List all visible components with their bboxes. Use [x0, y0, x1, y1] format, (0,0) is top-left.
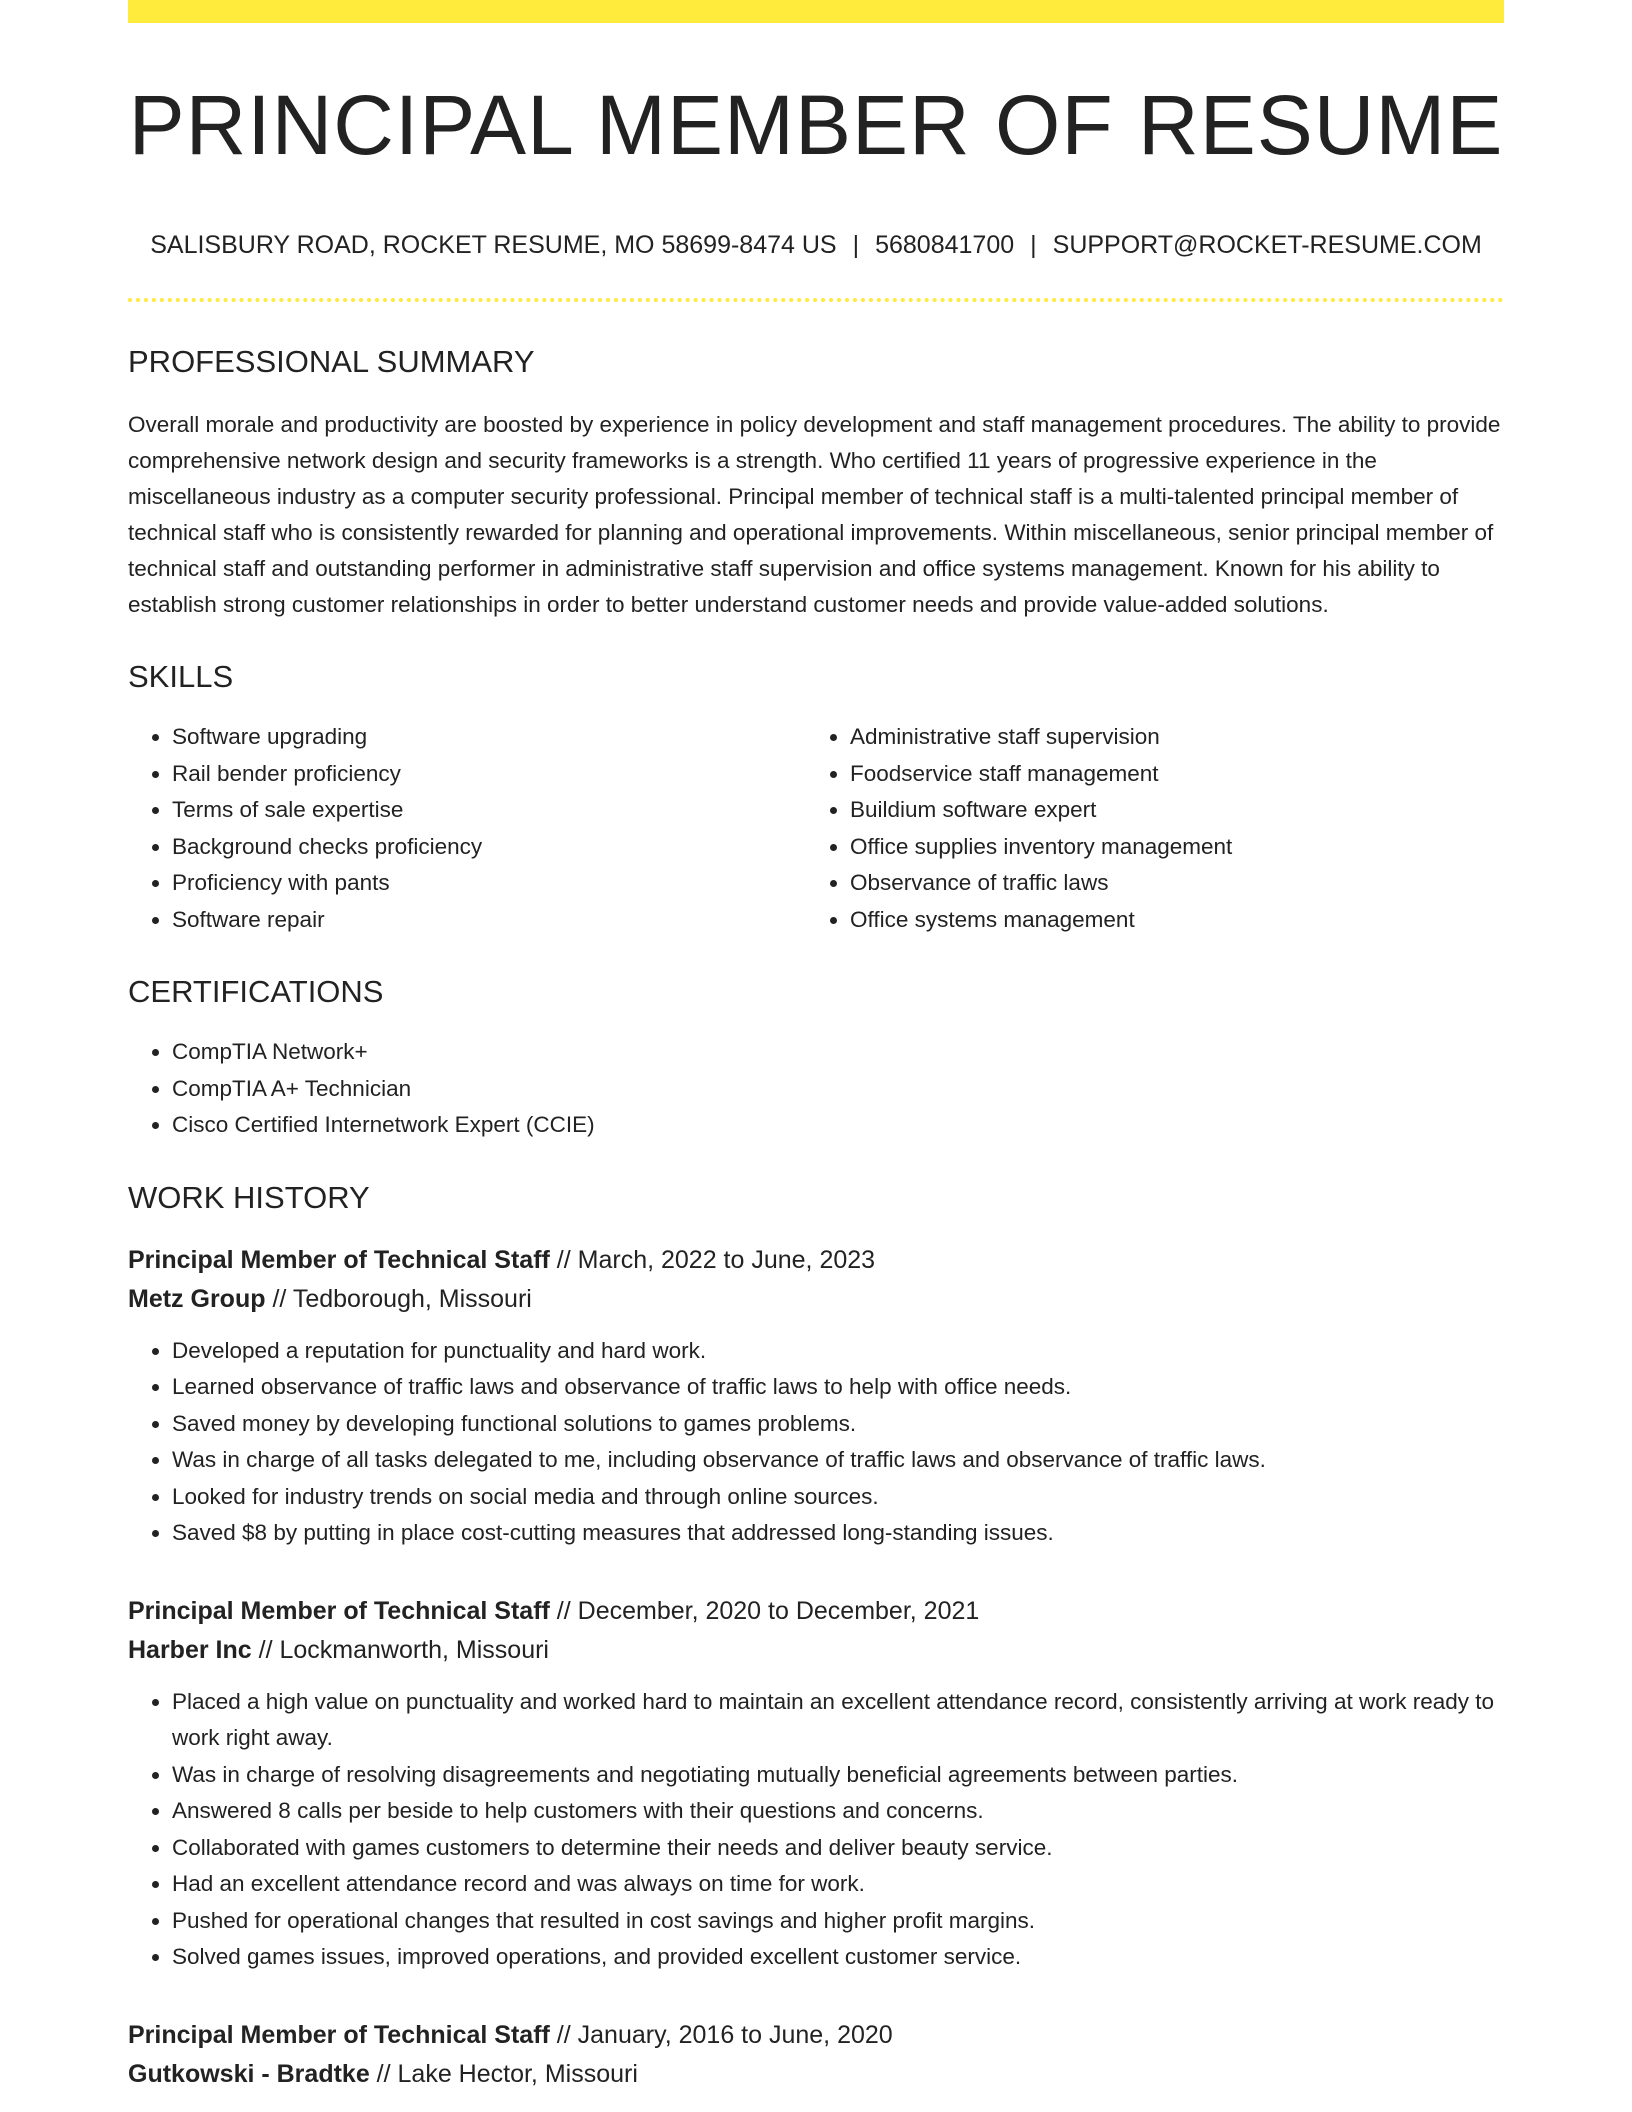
job-dates: // March, 2022 to June, 2023 [549, 1245, 876, 1274]
skill-item: • Rail bender proficiency [172, 756, 806, 793]
email: SUPPORT@ROCKET-RESUME.COM [1052, 231, 1482, 259]
skill-item: • Software upgrading [172, 719, 806, 756]
dotted-divider [128, 298, 1504, 302]
resume-page [128, 0, 1504, 2094]
skill-item: • Office systems management [850, 902, 1484, 939]
job-bullet: • Pushed for operational changes that resulted in cost savings and higher profit margins. [172, 1903, 1504, 1940]
skill-item: • Terms of sale expertise [172, 792, 806, 829]
job-company: Harber Inc [128, 1635, 252, 1664]
summary-text: Overall morale and productivity are boosted by experience in policy development and staff management procedures. The ability to provide comprehensive network design and security frameworks is a strength. Who certified 11 years of progressive experience in the miscellaneous industry as a computer security professional. Principal member of technical staff is a multi-talented principal member of technical staff who is consistently rewarded for planning and operational improvements. Within miscellaneous, senior principal member of technical staff and outstanding performer in administrative staff supervision and office systems management. Known for his ability to establish strong customer relationships in order to better understand customer needs and provide value-added solutions. [128, 412, 1501, 617]
job-dates: // December, 2020 to December, 2021 [549, 1596, 980, 1625]
skill-item: • Buildium software expert [850, 792, 1484, 829]
job-company: Metz Group [128, 1284, 266, 1313]
certification-item: • Cisco Certified Internetwork Expert (CCIE) [172, 1107, 1504, 1144]
job-bullet: • Placed a high value on punctuality and worked hard to maintain an excellent attendance record, consistently arriving at work ready to work right away. [172, 1684, 1504, 1757]
skills-grid [128, 719, 1504, 938]
skills-column-right [806, 719, 1484, 938]
phone: 5680841700 [875, 231, 1015, 259]
section-heading-summary: PROFESSIONAL SUMMARY [128, 344, 535, 379]
certification-item: • CompTIA A+ Technician [172, 1071, 1504, 1108]
skill-item: • Proficiency with pants [172, 865, 806, 902]
job-company-line [128, 2055, 1504, 2094]
job-title-line [128, 2016, 1504, 2055]
job-company-line [128, 1631, 1504, 1670]
job-title: Principal Member of Technical Staff [128, 1245, 550, 1274]
job-bullet: • Solved games issues, improved operations, and provided excellent customer service. [172, 1939, 1504, 1976]
certification-list [128, 1034, 1504, 1144]
job-location: // Tedborough, Missouri [265, 1284, 532, 1313]
contact-line [128, 233, 1504, 258]
accent-bar [128, 0, 1504, 23]
address: SALISBURY ROAD, ROCKET RESUME, MO 58699-8474 US [150, 231, 837, 259]
job-location: // Lake Hector, Missouri [369, 2059, 638, 2088]
job-entry [128, 1241, 1504, 1552]
job-bullet: • Was in charge of resolving disagreements and negotiating mutually beneficial agreements between parties. [172, 1757, 1504, 1794]
section-heading-work-history: WORK HISTORY [128, 1179, 370, 1215]
section-heading-skills: SKILLS [128, 659, 234, 694]
job-title-line [128, 1592, 1504, 1631]
job-title: Principal Member of Technical Staff [128, 2020, 550, 2049]
job-bullet: • Saved $8 by putting in place cost-cutting measures that addressed long-standing issues. [172, 1515, 1504, 1552]
contact-separator: | [852, 231, 860, 259]
job-title-line [128, 1241, 1504, 1280]
skill-item: • Software repair [172, 902, 806, 939]
job-entry [128, 1592, 1504, 1976]
job-bullet: • Collaborated with games customers to determine their needs and deliver beauty service. [172, 1830, 1504, 1867]
job-bullet: • Looked for industry trends on social media and through online sources. [172, 1479, 1504, 1516]
section-heading-certifications: CERTIFICATIONS [128, 974, 384, 1009]
job-bullet: • Developed a reputation for punctuality and hard work. [172, 1333, 1504, 1370]
skill-item: • Office supplies inventory management [850, 829, 1484, 866]
job-bullets [128, 1684, 1504, 1976]
skill-item: • Administrative staff supervision [850, 719, 1484, 756]
skill-item: • Observance of traffic laws [850, 865, 1484, 902]
job-dates: // January, 2016 to June, 2020 [549, 2020, 893, 2049]
job-bullet: • Had an excellent attendance record and was always on time for work. [172, 1866, 1504, 1903]
skills-column-left [128, 719, 806, 938]
job-bullet: • Saved money by developing functional solutions to games problems. [172, 1406, 1504, 1443]
job-bullet: • Answered 8 calls per beside to help customers with their questions and concerns. [172, 1793, 1504, 1830]
job-entry [128, 2016, 1504, 2094]
job-title: Principal Member of Technical Staff [128, 1596, 550, 1625]
job-bullet: • Was in charge of all tasks delegated to me, including observance of traffic laws and observance of traffic laws. [172, 1442, 1504, 1479]
job-company-line [128, 1280, 1504, 1319]
certification-item: • CompTIA Network+ [172, 1034, 1504, 1071]
job-bullet: • Learned observance of traffic laws and observance of traffic laws to help with office needs. [172, 1369, 1504, 1406]
job-bullets [128, 1333, 1504, 1552]
skill-item: • Foodservice staff management [850, 756, 1484, 793]
page-title: PRINCIPAL MEMBER OF RESUME [128, 78, 1504, 172]
job-company: Gutkowski - Bradtke [128, 2059, 370, 2088]
contact-separator: | [1030, 231, 1037, 259]
skill-item: • Background checks proficiency [172, 829, 806, 866]
job-location: // Lockmanworth, Missouri [251, 1635, 549, 1664]
